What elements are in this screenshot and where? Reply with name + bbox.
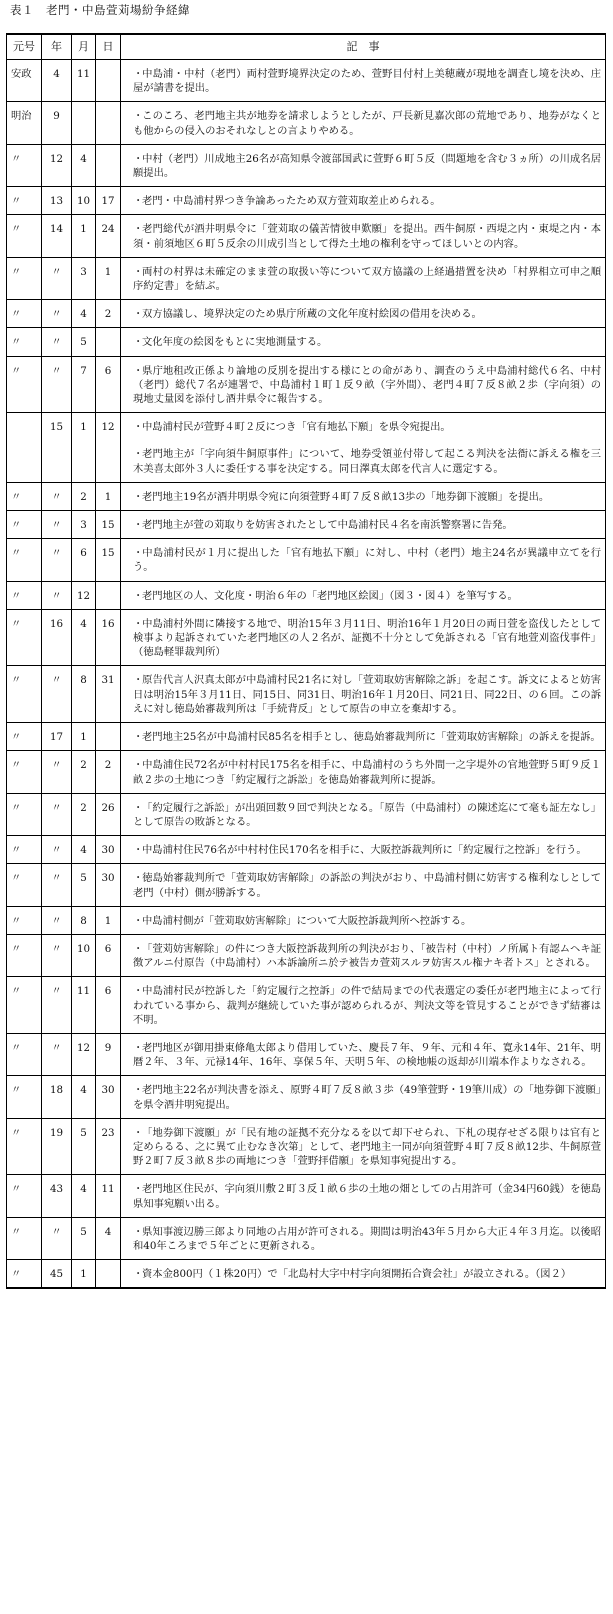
cell-day: 9 <box>96 1033 121 1075</box>
header-month: 月 <box>72 34 96 60</box>
bullet-mark: ・ <box>133 942 144 955</box>
table-row <box>7 1033 606 1075</box>
cell-day: 4 <box>96 1217 121 1259</box>
description-text: 老門地区が御用掛東條亀太郎より借用していた、慶長７年、９年、元和４年、寛永14年、21年、明暦２年、３年、元禄14年、16年、享保５年、天明５年、の検地帳の返却が川端本作よりなされる。 <box>133 1041 601 1069</box>
cell-day: 1 <box>96 257 121 299</box>
table-row <box>7 356 606 413</box>
cell-year: 〃 <box>42 539 72 581</box>
dispute-history-table <box>6 33 606 1289</box>
table-row <box>7 482 606 510</box>
description-text: 「約定履行之訴訟」が出頭回数９回で判決となる。「原告（中島浦村）の陳述迄にて毫も証左なし」として原告の敗訴となる。 <box>133 801 601 828</box>
bullet-mark: ・ <box>133 844 144 857</box>
table-row <box>7 144 606 186</box>
cell-day <box>96 328 121 356</box>
cell-month: 3 <box>72 511 96 539</box>
cell-description <box>121 609 606 666</box>
cell-day: 15 <box>96 539 121 581</box>
bullet-mark: ・ <box>133 985 144 998</box>
cell-day: 16 <box>96 609 121 666</box>
cell-description <box>121 60 606 102</box>
cell-year: 〃 <box>42 906 72 934</box>
cell-month: 1 <box>72 723 96 751</box>
cell-era: 〃 <box>7 864 42 906</box>
cell-month: 4 <box>72 300 96 328</box>
table-row <box>7 1118 606 1175</box>
table-row <box>7 836 606 864</box>
table-row <box>7 864 606 906</box>
bullet-mark: ・ <box>133 617 144 630</box>
cell-description <box>121 482 606 510</box>
cell-era: 〃 <box>7 751 42 793</box>
cell-era <box>7 413 42 441</box>
bullet-mark: ・ <box>133 110 144 123</box>
cell-year: 〃 <box>42 934 72 976</box>
bullet-mark: ・ <box>133 68 144 80</box>
bullet-mark: ・ <box>133 1041 144 1054</box>
cell-year: 9 <box>42 102 72 144</box>
table-caption: 表１ 老門・中島萱苅場紛争経緯 <box>10 3 190 17</box>
table-body <box>7 60 606 1289</box>
cell-month: 10 <box>72 934 96 976</box>
cell-description <box>121 751 606 793</box>
cell-description <box>121 187 606 215</box>
bullet-mark: ・ <box>133 265 144 278</box>
header-era: 元号 <box>7 34 42 60</box>
bullet-mark: ・ <box>133 336 144 349</box>
table-row <box>7 300 606 328</box>
cell-era: 〃 <box>7 356 42 413</box>
cell-year <box>42 440 72 482</box>
cell-day: 11 <box>96 1175 121 1217</box>
cell-day <box>96 581 121 609</box>
cell-month: 5 <box>72 1217 96 1259</box>
cell-description <box>121 1260 606 1289</box>
cell-day <box>96 1260 121 1289</box>
cell-year: 〃 <box>42 1217 72 1259</box>
table-row <box>7 328 606 356</box>
description-text: 「萱苅妨害解除」の件につき大阪控訴裁判所の判決がおり、「被告村（中村）ノ所属ト有認ムヘキ証徴アルニ付原告（中島浦村）ハ本訴論所ニ於テ被告カ萱苅スルヲ妨害スル権ナキ者トス」とされる。 <box>133 942 601 970</box>
cell-description <box>121 144 606 186</box>
bullet-mark: ・ <box>133 421 144 434</box>
bullet-mark: ・ <box>133 674 144 687</box>
table-row <box>7 440 606 482</box>
cell-day: 24 <box>96 215 121 257</box>
cell-year: 16 <box>42 609 72 666</box>
cell-description <box>121 413 606 441</box>
cell-era <box>7 440 42 482</box>
cell-month <box>72 102 96 144</box>
cell-month: 4 <box>72 1175 96 1217</box>
table-row <box>7 581 606 609</box>
description-text: 中島浦住民72名が中村村民175名を相手に、中島浦村のうち外間一之字堤外の官地萱野５町９反１畝２歩の土地につき「約定履行之訴訟」を徳島始審裁判所に提訴。 <box>133 759 601 786</box>
header-day: 日 <box>96 34 121 60</box>
cell-month: 11 <box>72 60 96 102</box>
table-row <box>7 609 606 666</box>
cell-era: 〃 <box>7 539 42 581</box>
cell-description <box>121 102 606 144</box>
cell-year: 〃 <box>42 581 72 609</box>
cell-era: 〃 <box>7 511 42 539</box>
cell-day <box>96 723 121 751</box>
table-row <box>7 511 606 539</box>
cell-description <box>121 328 606 356</box>
cell-description <box>121 1076 606 1118</box>
bullet-mark: ・ <box>133 1183 144 1196</box>
table-row <box>7 1076 606 1118</box>
table-row <box>7 60 606 102</box>
cell-description <box>121 215 606 257</box>
cell-era: 〃 <box>7 215 42 257</box>
cell-description <box>121 1033 606 1075</box>
cell-era: 〃 <box>7 666 42 723</box>
description-text: 中島浦村民が控訴した「約定履行之控訴」の件で結局までの代表選定の委任が老門地主によって行われている事から、裁判が継続していた事が認められるが、判決文等を管見することができず結審は不明。 <box>133 985 601 1026</box>
table-row <box>7 934 606 976</box>
description-text: 老門総代が酒井明県令に「萱苅取の儀苦情彼申歎願」を提出。西牛飼原・西堤之内・東堤之内・本須・前須地区６町５反余の川成引当として得た土地の権利を守ってほしいとの内容。 <box>133 223 601 250</box>
cell-year: 4 <box>42 60 72 102</box>
cell-month: 6 <box>72 539 96 581</box>
description-text: 老門地区の人、文化度・明治６年の「老門地区絵図」（図３・図４）を筆写する。 <box>142 589 518 602</box>
bullet-mark: ・ <box>133 759 144 772</box>
cell-era: 〃 <box>7 723 42 751</box>
bullet-mark: ・ <box>133 1084 144 1097</box>
cell-month: 12 <box>72 1033 96 1075</box>
cell-era: 〃 <box>7 144 42 186</box>
cell-year: 〃 <box>42 864 72 906</box>
cell-description <box>121 723 606 751</box>
cell-day: 15 <box>96 511 121 539</box>
cell-day: 1 <box>96 482 121 510</box>
cell-year: 〃 <box>42 836 72 864</box>
bullet-mark: ・ <box>133 490 144 503</box>
bullet-mark: ・ <box>133 1126 144 1139</box>
cell-month: 5 <box>72 1118 96 1175</box>
description-text: 徳島始審裁判所で「萱苅取妨害解除」の訴訟の判決がおり、中島浦村側に妨害する権利なしとして老門（中村）側が勝訴する。 <box>133 872 601 899</box>
description-text: 文化年度の絵図をもとに実地測量する。 <box>142 336 328 349</box>
cell-day: 6 <box>96 356 121 413</box>
cell-month: 5 <box>72 864 96 906</box>
cell-day: 2 <box>96 300 121 328</box>
table-row <box>7 539 606 581</box>
cell-day: 30 <box>96 1076 121 1118</box>
cell-month: 7 <box>72 356 96 413</box>
cell-year: 〃 <box>42 257 72 299</box>
cell-year: 45 <box>42 1260 72 1289</box>
bullet-mark: ・ <box>133 519 144 532</box>
bullet-mark: ・ <box>133 1268 144 1281</box>
description-text: 「地券御下渡願」が「民有地の証拠不充分なるを以て却下せられ、下札の現存せざる限りは官有と定めらるる、之に異て止むなき次第」として、老門地主一同が向須萱野４町７反８畝12歩、牛飼原萱野２町７反３畝８歩の両地につき「萱野拝借願」を県知事宛提出する。 <box>133 1126 601 1168</box>
cell-month: 12 <box>72 581 96 609</box>
cell-year: 〃 <box>42 328 72 356</box>
cell-description <box>121 539 606 581</box>
cell-day: 31 <box>96 666 121 723</box>
header-year: 年 <box>42 34 72 60</box>
cell-description <box>121 356 606 413</box>
description-text: 中村（老門）川成地主26名が高知県令渡部国武に萱野６町５反（問題地を含む３ヵ所）の川成名居願提出。 <box>133 152 601 180</box>
cell-year: 〃 <box>42 977 72 1034</box>
cell-month: 4 <box>72 836 96 864</box>
cell-month: 4 <box>72 144 96 186</box>
table-row <box>7 257 606 299</box>
bullet-mark: ・ <box>133 801 144 814</box>
cell-day: 17 <box>96 187 121 215</box>
cell-month: 3 <box>72 257 96 299</box>
description-text: 中島浦村民が萱野４町２反につき「官有地払下願」を県令宛提出。 <box>142 421 451 434</box>
table-row <box>7 723 606 751</box>
cell-description <box>121 1175 606 1217</box>
cell-year: 19 <box>42 1118 72 1175</box>
cell-day: 23 <box>96 1118 121 1175</box>
cell-year: 17 <box>42 723 72 751</box>
cell-year: 18 <box>42 1076 72 1118</box>
cell-description <box>121 511 606 539</box>
cell-era: 〃 <box>7 906 42 934</box>
cell-month: 4 <box>72 609 96 666</box>
cell-description <box>121 440 606 482</box>
bullet-mark: ・ <box>133 364 144 377</box>
bullet-mark: ・ <box>133 547 144 560</box>
description-text: 両村の村界は未確定のまま萱の取扱い等について双方協議の上経過措置を決め「村界相立可申之順序約定書」を結ぶ。 <box>133 265 601 293</box>
cell-description <box>121 666 606 723</box>
bullet-mark: ・ <box>133 1225 144 1238</box>
cell-year: 〃 <box>42 1033 72 1075</box>
cell-day: 6 <box>96 977 121 1034</box>
cell-era: 〃 <box>7 1260 42 1289</box>
cell-year: 43 <box>42 1175 72 1217</box>
cell-era: 〃 <box>7 1175 42 1217</box>
description-text: 老門地区住民が、字向須川敷２町３反１畝６歩の土地の畑としての占用許可（金34円60銭）を徳島県知事宛願い出る。 <box>133 1183 601 1210</box>
cell-year: 〃 <box>42 300 72 328</box>
description-text: 中島浦・中村（老門）両村萱野境界決定のため、萱野目付村上美穂蔵が現地を調査し境を決め、庄屋が請書を提出。 <box>133 68 601 95</box>
bullet-mark: ・ <box>133 223 144 236</box>
cell-month: 8 <box>72 666 96 723</box>
cell-era: 〃 <box>7 300 42 328</box>
cell-day <box>96 440 121 482</box>
cell-era: 〃 <box>7 609 42 666</box>
cell-day: 2 <box>96 751 121 793</box>
cell-month: 1 <box>72 413 96 441</box>
cell-day <box>96 144 121 186</box>
cell-description <box>121 300 606 328</box>
description-text: 原告代言人沢真太郎が中島浦村民21名に対し「萱苅取妨害解除之訴」を起こす。訴文によると妨害日は明治15年３月11日、同15日、同31日、明治16年１月20日、同21日、同22日、の６回。この訴えに対し徳島始審裁判所は「手続背反」として原告の申立を棄却する。 <box>133 674 601 715</box>
cell-month: 4 <box>72 1076 96 1118</box>
cell-month: 8 <box>72 906 96 934</box>
cell-era: 明治 <box>7 102 42 144</box>
cell-era: 〃 <box>7 934 42 976</box>
cell-description <box>121 836 606 864</box>
cell-description <box>121 257 606 299</box>
cell-era: 〃 <box>7 836 42 864</box>
cell-month: 10 <box>72 187 96 215</box>
description-text: 老門地主が「字向須牛飼原事件」について、地券受領並付帯して起こる判決を法衙に訴える権を三木美喜太郎外３人に委任する事を決定する。同日澤真太郎を代言人に選定する。 <box>133 448 601 475</box>
cell-description <box>121 977 606 1034</box>
description-text: 中島浦村側が「萱苅取妨害解除」について大阪控訴裁判所へ控訴する。 <box>142 914 472 927</box>
cell-month: 11 <box>72 977 96 1034</box>
description-text: 県知事渡辺勝三郎より同地の占用が許可される。期間は明治43年５月から大正４年３月迄。以後昭和40年ころまで５年ごとに更新される。 <box>133 1225 601 1252</box>
cell-year: 14 <box>42 215 72 257</box>
table-row <box>7 751 606 793</box>
cell-year: 13 <box>42 187 72 215</box>
bullet-mark: ・ <box>133 914 144 927</box>
cell-era: 〃 <box>7 1076 42 1118</box>
bullet-mark: ・ <box>133 731 144 744</box>
cell-month: 2 <box>72 751 96 793</box>
cell-day: 12 <box>96 413 121 441</box>
table-row <box>7 215 606 257</box>
description-text: 双方協議し、境界決定のため県庁所蔵の文化年度村絵図の借用を決める。 <box>142 308 482 321</box>
cell-era: 〃 <box>7 482 42 510</box>
table-row <box>7 906 606 934</box>
cell-year: 〃 <box>42 751 72 793</box>
cell-day: 1 <box>96 906 121 934</box>
bullet-mark: ・ <box>133 195 144 208</box>
table-row <box>7 1175 606 1217</box>
table-row <box>7 187 606 215</box>
cell-day: 30 <box>96 864 121 906</box>
description-text: 中島浦村外間に隣接する地で、明治15年３月11日、明治16年１月20日の両日萱を盗伐したとして検事より起訴されていた老門地区の人２名が、証拠不十分として免訴される「官有地萱刈盗伐事件」（徳島軽罪裁判所） <box>133 617 601 659</box>
cell-description <box>121 1118 606 1175</box>
bullet-mark: ・ <box>133 589 144 602</box>
table-row <box>7 1217 606 1259</box>
cell-era: 安政 <box>7 60 42 102</box>
cell-year: 〃 <box>42 511 72 539</box>
cell-month: 1 <box>72 215 96 257</box>
cell-era: 〃 <box>7 257 42 299</box>
description-text: 老門地主が萱の苅取りを妨害されたとして中島浦村民４名を南浜警察署に告発。 <box>142 519 513 532</box>
table-header-row <box>7 34 606 60</box>
cell-description <box>121 793 606 835</box>
cell-description <box>121 1217 606 1259</box>
table-row <box>7 1260 606 1289</box>
cell-day: 6 <box>96 934 121 976</box>
cell-era: 〃 <box>7 328 42 356</box>
cell-description <box>121 581 606 609</box>
cell-era: 〃 <box>7 1033 42 1075</box>
description-text: 老門・中島浦村界つき争論あったため双方萱苅取差止められる。 <box>142 195 441 208</box>
description-text: 老門地主22名が判決書を添え、原野４町７反８畝３歩（49筆萱野・19筆川成）の「地券御下渡願」を県令酒井明宛提出。 <box>133 1084 601 1111</box>
cell-year: 〃 <box>42 482 72 510</box>
description-text: 中島浦村住民76名が中村村住民170名を相手に、大阪控訴裁判所に「約定履行之控訴」を行う。 <box>142 844 587 857</box>
cell-era: 〃 <box>7 977 42 1034</box>
table-row <box>7 666 606 723</box>
cell-year: 15 <box>42 413 72 441</box>
cell-day: 26 <box>96 793 121 835</box>
description-text: このころ、老門地主共が地券を請求しようとしたが、戸長新見嘉次郎の荒地であり、地券がなくとも他からの侵入のおそれなしとの言よりやめる。 <box>133 110 601 137</box>
cell-day <box>96 60 121 102</box>
bullet-mark: ・ <box>133 448 144 461</box>
table-row <box>7 102 606 144</box>
header-description: 記 事 <box>121 34 606 60</box>
cell-era: 〃 <box>7 1118 42 1175</box>
cell-day: 30 <box>96 836 121 864</box>
table-row <box>7 793 606 835</box>
description-text: 老門地主19名が酒井明県令宛に向須萱野４町７反８畝13歩の「地券御下渡願」を提出。 <box>142 490 550 503</box>
cell-month: 2 <box>72 482 96 510</box>
cell-year: 〃 <box>42 793 72 835</box>
cell-era: 〃 <box>7 581 42 609</box>
description-text: 中島浦村民が１月に提出した「官有地払下願」に対し、中村（老門）地主24名が異議申立てを行う。 <box>133 547 601 574</box>
cell-era: 〃 <box>7 1217 42 1259</box>
cell-month: 5 <box>72 328 96 356</box>
table-row <box>7 977 606 1034</box>
description-text: 資本金800円（１株20円）で「北島村大字中村字向須開拓合資会社」が設立される。（図２） <box>142 1268 572 1281</box>
bullet-mark: ・ <box>133 872 144 885</box>
cell-era: 〃 <box>7 187 42 215</box>
table-row <box>7 413 606 441</box>
cell-month: 1 <box>72 1260 96 1289</box>
cell-year: 12 <box>42 144 72 186</box>
cell-description <box>121 864 606 906</box>
cell-description <box>121 906 606 934</box>
bullet-mark: ・ <box>133 308 144 321</box>
description-text: 県庁地租改正係より論地の反別を提出する様にとの命があり、調査のうえ中島浦村総代６名、中村（老門）総代７名が連署で、中島浦村１町１反９畝（字外間）、老門４町７反８畝２歩（字向須）の現地丈量図を添付し酒井県令に報告する。 <box>133 364 601 406</box>
cell-description <box>121 934 606 976</box>
cell-month <box>72 440 96 482</box>
bullet-mark: ・ <box>133 152 144 165</box>
cell-year: 〃 <box>42 666 72 723</box>
cell-month: 2 <box>72 793 96 835</box>
description-text: 老門地主25名が中島浦村民85名を相手とし、徳島始審裁判所に「萱苅取妨害解除」の訴えを提訴。 <box>142 731 601 744</box>
cell-era: 〃 <box>7 793 42 835</box>
cell-day <box>96 102 121 144</box>
cell-year: 〃 <box>42 356 72 413</box>
